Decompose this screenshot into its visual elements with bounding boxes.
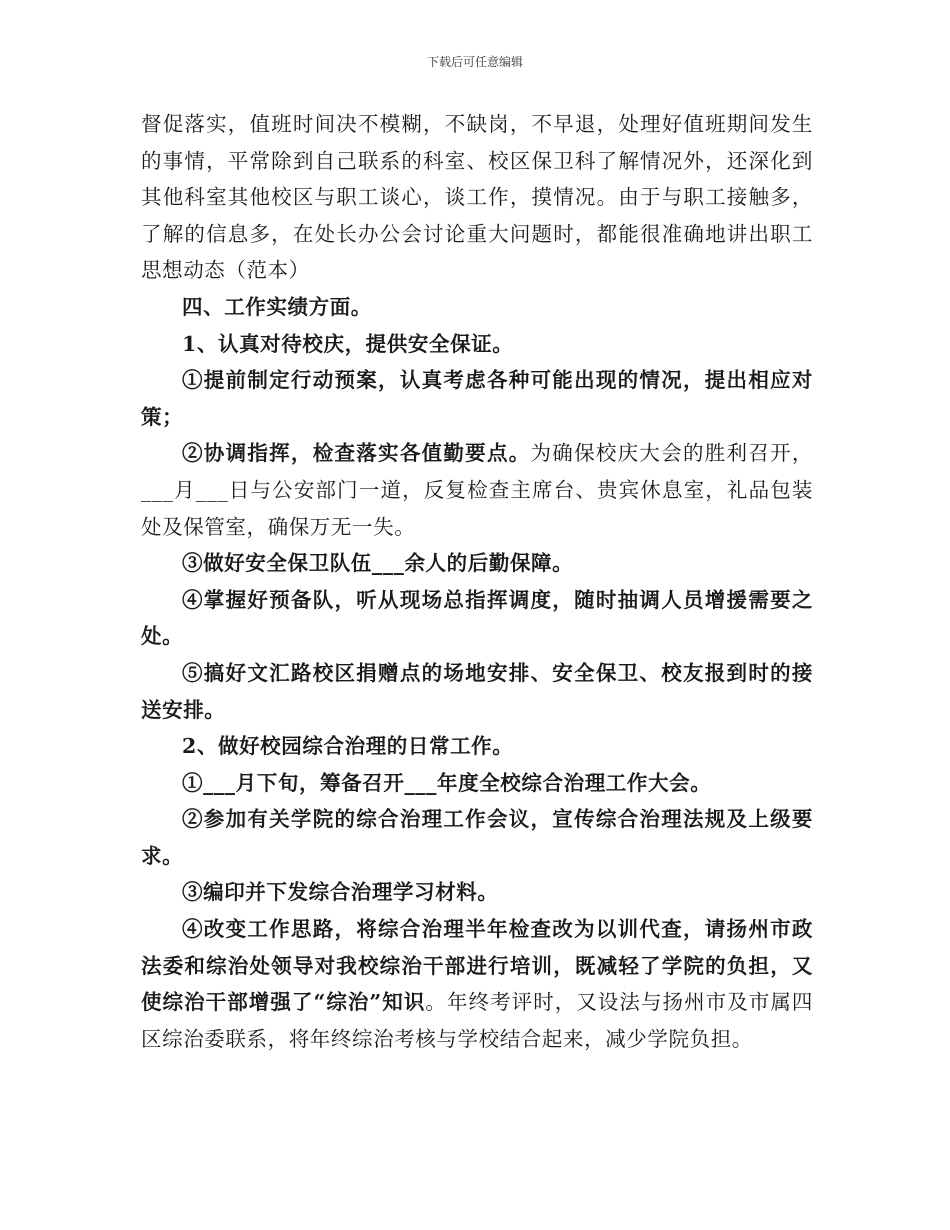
list-item-3	[141, 545, 813, 582]
page-header-note: 下载后可任意编辑	[426, 55, 523, 69]
governance-item-3	[141, 874, 813, 911]
list-item-2	[141, 435, 813, 545]
paragraph-duty-summary	[141, 106, 813, 289]
paragraph-bold-text: ④掌握好预备队，听从现场总指挥调度，随时抽调人员增援需要之处。	[141, 587, 813, 649]
paragraph-bold-text: ⑤搞好文汇路校区捐赠点的场地安排、安全保卫、校友报到时的接送安排。	[141, 660, 813, 722]
document-body	[141, 106, 813, 1057]
list-item-4	[141, 582, 813, 655]
paragraph-bold-text: ①提前制定行动预案，认真考虑各种可能出现的情况，提出相应对策；	[141, 368, 813, 429]
paragraph-bold-text: ②参加有关学院的综合治理工作会议，宣传综合治理法规及上级要求。	[141, 807, 813, 868]
paragraph-bold-text: ④改变工作思路，将综合治理半年检查改为以训代查，请扬州市政法委和综治处领导对我校综治干部进行培训，既减轻了学院的负担，又使综治干部增强了“综治”知识	[141, 917, 813, 1015]
paragraph-bold-text: ③编印并下发综合治理学习材料。	[182, 880, 499, 905]
governance-item-4	[141, 911, 813, 1057]
subheading-anniversary	[141, 326, 813, 363]
paragraph-bold-text: 1、认真对待校庆，提供安全保证。	[182, 331, 514, 356]
paragraph-bold-text: ③做好安全保卫队伍___余人的后勤保障。	[182, 551, 574, 576]
paragraph-normal-text: 。年终考评时，又设法与扬州市及市属四区综治委联系，将年终综治考核与学校结合起来，减少学院负担。	[141, 990, 813, 1051]
governance-item-2	[141, 801, 813, 874]
subheading-comprehensive-governance	[141, 728, 813, 765]
paragraph-normal-text: 为确保校庆大会的胜利召开，___月___日与公安部门一道，反复检查主席台、贵宾休息室，礼品包装处及保管室，确保万无一失。	[141, 441, 813, 539]
paragraph-normal-text: 督促落实，值班时间决不模糊，不缺岗，不早退，处理好值班期间发生的事情，平常除到自己联系的科室、校区保卫科了解情况外，还深化到其他科室其他校区与职工谈心，谈工作，摸情况。由于与职工接触多，了解的信息多，在处长办公会讨论重大问题时，都能很准确地讲出职工思想动态（范本）	[141, 112, 813, 283]
paragraph-bold-text: ①___月下旬，筹备召开___年度全校综合治理工作大会。	[182, 770, 712, 795]
list-item-5	[141, 655, 813, 728]
governance-item-1	[141, 765, 813, 802]
paragraph-bold-text: 四、工作实绩方面。	[182, 294, 372, 319]
paragraph-bold-text: ②协调指挥，检查落实各值勤要点。	[182, 441, 531, 466]
section-heading-achievements	[141, 289, 813, 326]
paragraph-bold-text: 2、做好校园综合治理的日常工作。	[182, 734, 514, 759]
list-item-1	[141, 362, 813, 435]
